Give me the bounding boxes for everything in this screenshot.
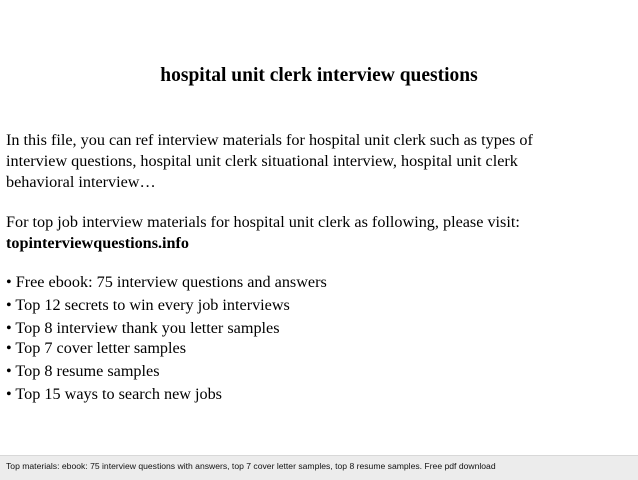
bullet-item-search-jobs: • Top 15 ways to search new jobs: [6, 385, 222, 403]
bullet-item-resume: • Top 8 resume samples: [6, 362, 160, 380]
footer-bar: [0, 455, 638, 480]
bullet-item-thank-you-letter: • Top 8 interview thank you letter samples: [6, 319, 280, 337]
visit-text: For top job interview materials for hospital unit clerk as following, please visit:: [6, 213, 520, 231]
intro-paragraph: [6, 130, 632, 193]
bullet-item-secrets: • Top 12 secrets to win every job interviews: [6, 296, 290, 314]
visit-paragraph: [6, 212, 632, 254]
intro-line-2: interview questions, hospital unit clerk situational interview, hospital unit clerk: [6, 152, 518, 170]
bullet-item-free-ebook: • Free ebook: 75 interview questions and answers: [6, 273, 327, 291]
site-link[interactable]: topinterviewquestions.info: [6, 234, 190, 252]
page-title: hospital unit clerk interview questions: [160, 65, 478, 86]
footer-text: Top materials: ebook: 75 interview questions with answers, top 7 cover letter samples, top 8 resume samples. Free pdf download: [6, 461, 496, 471]
intro-line-1: In this file, you can ref interview materials for hospital unit clerk such as types of: [6, 131, 533, 149]
bullet-item-cover-letter: • Top 7 cover letter samples: [6, 339, 186, 357]
intro-line-3: behavioral interview…: [6, 173, 156, 191]
